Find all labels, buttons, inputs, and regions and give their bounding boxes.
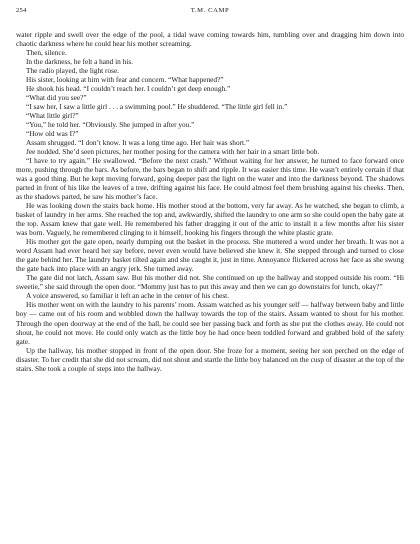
paragraph: He shook his head. “I couldn’t reach her. I couldn’t get deep enough.” (26, 84, 231, 94)
paragraph: The radio played, the light rose. (26, 66, 120, 76)
paragraph: “You,” he told her. “Obviously. She jumped in after you.” (26, 120, 195, 130)
paragraph: He was looking down the stairs back home. His mother stood at the bottom, very far away. As he watched, she began to climb, a basket of laundry in her arms. She reached the top and, awkwardly, shifted the laundry to one arm so she could open the baby gate at the top. Assam knew that gate well. He remembered his father dragging it out of the attic to install it a few months after his sister was born. Vaguely, he remembered clinging to it himself, hooking his fingers through the white plastic grate. (16, 201, 404, 238)
paragraph: Assam shrugged. “I don’t know. It was a long time ago. Her hair was short.” (26, 138, 250, 148)
paragraph: Then, silence. (26, 48, 67, 58)
paragraph: In the darkness, he felt a hand in his. (26, 57, 133, 67)
paragraph: “What did you see?” (26, 93, 87, 103)
paragraph: Up the hallway, his mother stopped in front of the open door. She froze for a moment, seeing her son perched on the edge of disaster. To her credit that she did not scream, did not shout and startle the little boy balanced on the cusp of disaster at the top of the stairs. She took a couple of steps into the hallway. (16, 345, 404, 373)
paragraph: The gate did not latch, Assam saw. But his mother did not. She continued on up the hallway and stopped outside his room. “Hi sweetie,” she said through the open door. “Mommy just has to put this away and then we can go downstairs for lunch, okay?” (16, 273, 404, 292)
paragraph: “I saw her, I saw a little girl . . . a swimming pool.” He shuddered. “The little girl fell in.” (26, 102, 288, 112)
page-number: 254 (16, 7, 27, 14)
paragraph: A voice answered, so familiar it left an ache in the center of his chest. (26, 291, 230, 301)
paragraph: “What little girl?” (26, 111, 79, 121)
paragraph: His sister, looking at him with fear and concern. “What happened?” (26, 75, 224, 85)
paragraph: water ripple and swell over the edge of the pool, a tidal wave coming towards him, tumbling over and dragging him down into chaotic darkness where he could hear his mother screaming. (16, 30, 404, 49)
paragraph: Jee nodded. She’d seen pictures, her mother posing for the camera with her hair in a smart little bob. (26, 147, 320, 157)
paragraph: “How old was I?” (26, 129, 79, 139)
running-head-author: T.M. CAMP (190, 7, 230, 14)
paragraph: His mother went on with the laundry to his parents’ room. Assam watched as his younger self — halfway between baby and little boy — came out of his room and wobbled down the hallway towards the top of the stairs. Assam wanted to shout for his mother. Through the open doorway at the end of the hall, he could see her passing back and forth as she put the clothes away. He could not shout, he could not move. He could only watch as the little boy he had once been toddled forward and grabbed hold of the safety gate. (16, 300, 404, 346)
paragraph: His mother got the gate open, nearly dumping out the basket in the process. She muttered a word under her breath. It was not a word Assam had ever heard her say before, never even would have believed she knew it. She stepped through and turned to close the gate behind her. The laundry basket tilted again and she caught it, just in time. Annoyance flickered across her face as she swung the gate back into place with an angry jerk. She turned away. (16, 237, 404, 274)
body-text (16, 30, 404, 373)
paragraph: “I have to try again.” He swallowed. “Before the next crash.” Without waiting for her answer, he turned to face forward once more, pushing through the bars. As before, the bars began to shift and ripple. It was easier this time. He wasn’t entirely certain if that was a good thing. But he kept moving forward, going deeper past the light on the water and into the darkness beyond. The shadows parted in front of his like the leaves of a tree, drifting against his face. He could almost feel them brushing against his cheeks. Then, as the shadows parted, he saw his mother’s face. (16, 156, 404, 202)
